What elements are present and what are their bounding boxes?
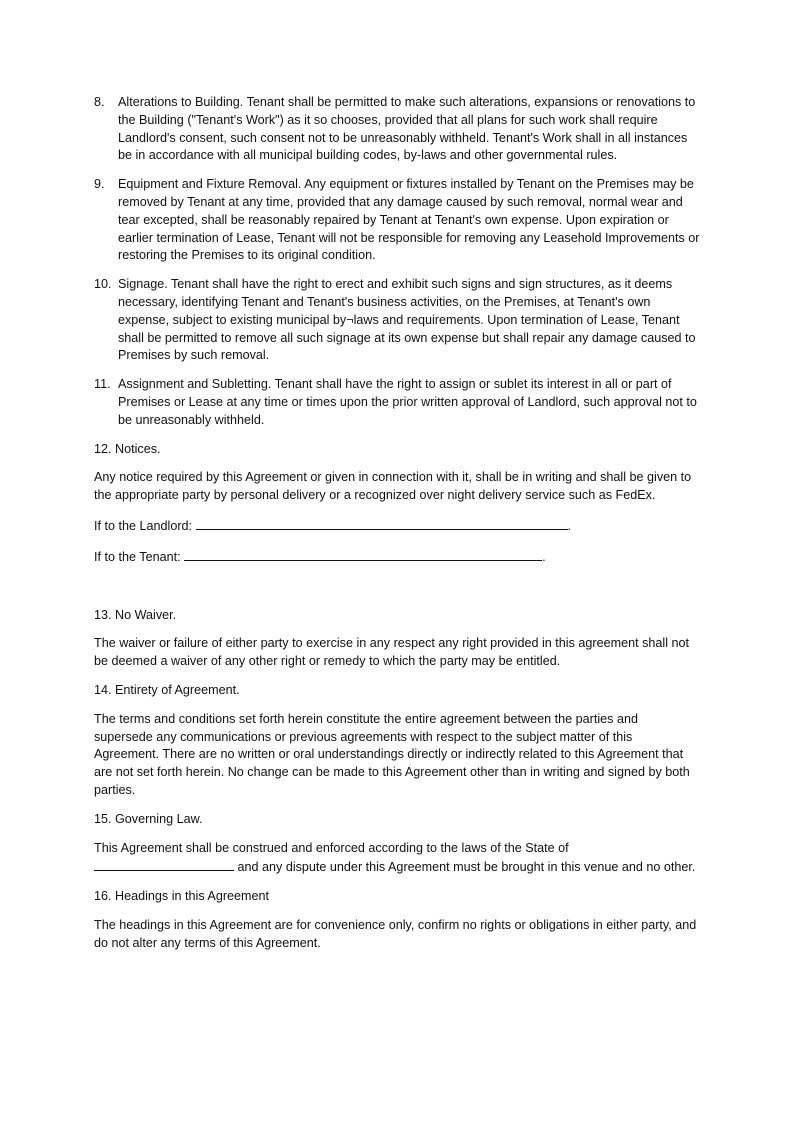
section-10-signage	[94, 276, 700, 365]
section-spacer	[94, 578, 700, 607]
tenant-address-blank[interactable]	[184, 547, 542, 561]
section-9-equipment-removal	[94, 176, 700, 265]
section-15-body	[94, 840, 700, 878]
line-period: .	[542, 549, 546, 564]
landlord-address-line	[94, 516, 700, 536]
tenant-address-line	[94, 547, 700, 567]
section-number: 11.	[94, 377, 111, 392]
section-text: Alterations to Building. Tenant shall be permitted to make such alterations, expansions or renovations to the Building ("Tenant's Work") as it so chooses, provided that all plans for such work shall require Landlord's consent, such consent not to be unreasonably withheld. Tenant's Work shall in all instances be in accordance with all municipal building codes, by-laws and other governmental rules.	[118, 95, 696, 163]
landlord-label: If to the Landlord:	[94, 518, 193, 533]
section-12-body: Any notice required by this Agreement or given in connection with it, shall be in writing and shall be given to the appropriate party by personal delivery or a recognized over night delivery service such as FedEx.	[94, 470, 692, 503]
section-number: 10.	[94, 277, 112, 292]
document-content	[94, 94, 700, 963]
section-12-heading: 12. Notices.	[94, 441, 161, 456]
governing-law-text-start: This Agreement shall be construed and enforced according to the laws of the State of	[94, 840, 569, 855]
section-14-body: The terms and conditions set forth herein constitute the entire agreement between the parties and supersede any communications or previous agreements with respect to the subject matter of this Agreement. There are no written or oral understandings directly or indirectly related to this Agreement that are not set forth herein. No change can be made to this Agreement other than in writing and signed by both parties.	[94, 711, 690, 797]
section-13-body: The waiver or failure of either party to exercise in any respect any right provided in this agreement shall not be deemed a waiver of any other right or remedy to which the party may be entitled.	[94, 636, 690, 669]
section-16-body: The headings in this Agreement are for convenience only, confirm no rights or obligations in either party, and do not alter any terms of this Agreement.	[94, 917, 697, 950]
section-11-assignment	[94, 376, 700, 429]
governing-law-text-end: and any dispute under this Agreement must be brought in this venue and no other.	[237, 860, 696, 875]
section-15-heading: 15. Governing Law.	[94, 811, 203, 826]
section-text: Equipment and Fixture Removal. Any equipment or fixtures installed by Tenant on the Premises may be removed by Tenant at any time, provided that any damage caused by such removal, normal wear and tear excepted, shall be reasonably repaired by Tenant at Tenant's own expense. Upon expiration or earlier termination of Lease, Tenant will not be responsible for removing any Leasehold Improvements or restoring the Premises to its original condition.	[118, 177, 700, 263]
section-14-heading: 14. Entirety of Agreement.	[94, 682, 240, 697]
state-blank[interactable]	[94, 857, 234, 871]
section-text: Assignment and Subletting. Tenant shall have the right to assign or sublet its interest in all or part of Premises or Lease at any time or times upon the prior written approval of Landlord, such approval not to be unreasonably withheld.	[118, 377, 697, 427]
line-period: .	[567, 518, 572, 533]
section-text: Signage. Tenant shall have the right to erect and exhibit such signs and sign structures, as it deems necessary, identifying Tenant and Tenant's business activities, on the Premises, at Tenant's own expense, subject to existing municipal by¬laws and requirements. Upon termination of Lease, Tenant shall be permitted to remove all such signage at its own expense but shall repair any damage caused to Premises by such removal.	[118, 277, 696, 363]
section-number: 8.	[94, 95, 105, 109]
landlord-address-blank[interactable]	[196, 516, 568, 530]
tenant-label: If to the Tenant:	[94, 549, 181, 564]
section-16-heading: 16. Headings in this Agreement	[94, 889, 270, 904]
section-number: 9.	[94, 177, 105, 192]
section-13-heading: 13. No Waiver.	[94, 607, 177, 622]
section-8-alterations	[94, 94, 700, 165]
